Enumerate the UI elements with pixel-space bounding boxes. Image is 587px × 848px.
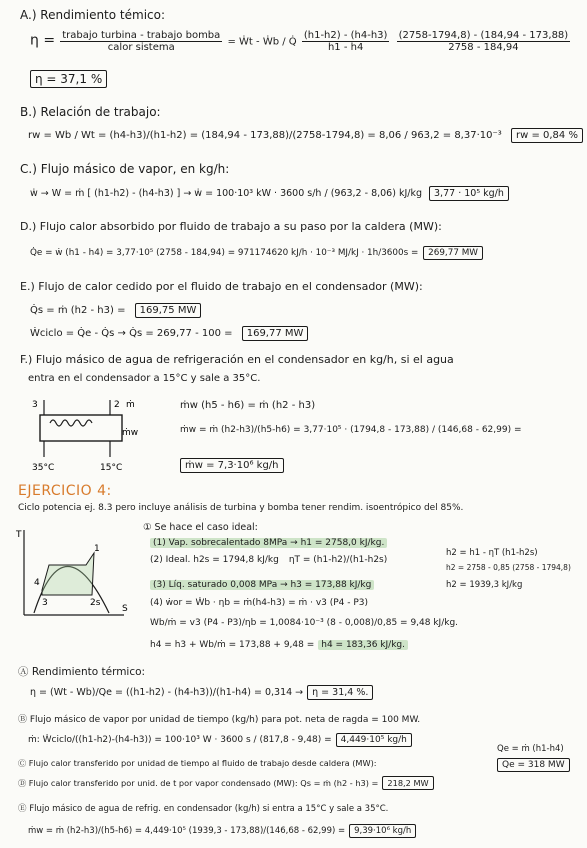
section-a-answer: η = 37,1 %: [30, 70, 107, 88]
section-c-answer: 3,77 · 10⁵ kg/h: [429, 186, 509, 201]
frac-4: $\frac{(2758-1794,8) - (184,94 - 173,88)}{2758 - 184,94}$: [398, 30, 569, 53]
section-a-equation: [30, 30, 572, 53]
section-e-line1: Q̇s = ṁ (h2 - h3) = 169,75 MW: [30, 303, 201, 318]
step-3b: h2 = 1939,3 kJ/kg: [446, 580, 523, 590]
section-e-answer2: 169,77 MW: [242, 326, 309, 341]
section-b-title: B.) Relación de trabajo:: [20, 105, 161, 119]
step-6: h4 = h3 + Wb/ṁ = 173,88 + 9,48 = h4 = 183,36 kJ/kg.: [150, 640, 408, 650]
ts-diagram: [14, 525, 134, 620]
ts-label-4: 4: [34, 578, 40, 588]
step-4: (4) ẇor = Ẇb · ηb = ṁ(h4-h3) = ṁ · v3 (P4 - P3): [150, 598, 369, 608]
section-f-eq2: ṁw = ṁ (h2-h3)/(h5-h6) = 3,77·10⁵ · (1794,8 - 173,88) / (146,68 - 62,99) =: [180, 425, 522, 435]
label-3: 3: [32, 400, 38, 410]
condenser-box: [40, 415, 122, 441]
section-c-equation: ẇ → W = ṁ [ (h1-h2) - (h4-h3) ] → ẇ = 100·10³ kW · 3600 s/h / (963,2 - 8,06) kJ/kg 3,77 · 10⁵ kg/h: [30, 186, 509, 201]
part-e-equation: ṁw = ṁ (h2-h3)/(h5-h6) = 4,449·10⁵ (1939,3 - 173,88)/(146,68 - 62,99) = 9,39·10⁶ kg/h: [28, 824, 416, 838]
section-c-title: C.) Flujo másico de vapor, en kg/h:: [20, 162, 230, 176]
label-35c: 35°C: [32, 463, 55, 473]
ts-label-1: 1: [94, 544, 100, 554]
part-e-title: Ⓔ Flujo másico de agua de refrig. en condensador (kg/h) si entra a 15°C y sale a 35°C.: [18, 804, 389, 814]
label-mw: ṁw: [122, 428, 139, 438]
label-2: 2: [114, 400, 120, 410]
frac-3: $\frac{(h1-h2) - (h4-h3)}{h1 - h4}$: [303, 30, 388, 53]
section-f-title2: entra en el condensador a 15°C y sale a 35°C.: [28, 373, 261, 384]
part-b-equation: ṁ: Ẇciclo/((h1-h2)-(h4-h3)) = 100·10³ W · 3600 s / (817,8 - 9,48) = 4,449·10⁵ kg/h: [28, 733, 412, 747]
ts-label-t: T: [16, 530, 22, 540]
part-c-answer: Qe = 318 MW: [497, 758, 570, 772]
part-c-eq: Qe = ṁ (h1-h4): [497, 744, 564, 754]
step-1: (1) Vap. sobrecalentado 8MPa → h1 = 2758,0 kJ/kg.: [150, 538, 387, 548]
step-0: ① Se hace el caso ideal:: [143, 522, 258, 533]
part-c-title: Ⓒ Flujo calor transferido por unidad de tiempo al fluido de trabajo desde caldera (MW):: [18, 758, 377, 768]
section-a-title: A.) Rendimiento témico:: [20, 8, 166, 22]
section-d-equation: Q̇e = ẇ (h1 - h4) = 3,77·10⁵ (2758 - 184,94) = 971174620 kJ/h · 10⁻³ MJ/kJ · 1h/3600s = 269,77 MW: [30, 246, 483, 260]
condenser-diagram: [30, 395, 140, 475]
section-e-line2: Ẇciclo = Q̇e - Q̇s → Q̇s = 269,77 - 100 = 169,77 MW: [30, 326, 308, 341]
ts-label-s: S: [122, 604, 128, 614]
section-f-answer: ṁw = 7,3·10⁶ kg/h: [180, 458, 284, 473]
step-5: Wb/ṁ = v3 (P4 - P3)/ηb = 1,0084·10⁻³ (8 - 0,008)/0,85 = 9,48 kJ/kg.: [150, 618, 459, 628]
label-m: ṁ: [126, 400, 135, 410]
exercise-4-title: EJERCICIO 4:: [18, 483, 112, 499]
eta-symbol: η =: [30, 32, 56, 49]
step-2: (2) Ideal. h2s = 1794,8 kJ/kg ηT = (h1-h2)/(h1-h2s): [150, 555, 388, 565]
coil-line: [50, 420, 92, 426]
part-b-title: Ⓑ Flujo másico de vapor por unidad de tiempo (kg/h) para pot. neta de ragda = 100 MW.: [18, 715, 421, 725]
part-a-title: Ⓐ Rendimiento térmico:: [18, 666, 146, 678]
section-d-title: D.) Flujo calor absorbido por fluido de trabajo a su paso por la caldera (MW):: [20, 220, 442, 233]
step-3: (3) Líq. saturado 0,008 MPa → h3 = 173,88 kJ/kg: [150, 580, 374, 590]
ts-label-2s: 2s: [90, 598, 101, 608]
section-f-title: F.) Flujo másico de agua de refrigeración en el condensador en kg/h, si el agua: [20, 353, 454, 366]
frac-1: $\frac{\text{trabajo turbina - trabajo bomba}}{\text{calor sistema}}$: [62, 30, 221, 53]
exercise-4-desc: Ciclo potencia ej. 8.3 pero incluye análisis de turbina y bomba tener rendim. isoentrópico del 85%.: [18, 503, 464, 513]
cycle-path: [42, 553, 94, 595]
label-15c: 15°C: [100, 463, 123, 473]
part-a-equation: η = (Wt - Wb)/Qe = ((h1-h2) - (h4-h3))/(h1-h4) = 0,314 → η = 31,4 %.: [30, 685, 373, 700]
ts-label-3: 3: [42, 598, 48, 608]
section-b-answer: rw = 0,84 %: [511, 128, 583, 143]
section-e-answer1: 169,75 MW: [135, 303, 202, 318]
section-b-equation: rw = Wb / Wt = (h4-h3)/(h1-h2) = (184,94 - 173,88)/(2758-1794,8) = 8,06 / 963,2 = 8,37·10⁻³ rw = 0,84 %: [28, 128, 583, 143]
step-2d: h2 = 2758 - 0,85 (2758 - 1794,8): [446, 563, 571, 572]
section-e-title: E.) Flujo de calor cedido por el fluido de trabajo en el condensador (MW):: [20, 280, 423, 293]
step-2c: h2 = h1 - ηT (h1-h2s): [446, 548, 538, 558]
section-d-answer: 269,77 MW: [423, 246, 483, 260]
part-d-title: Ⓓ Flujo calor transferido por unid. de t por vapor condensado (MW): Qs = ṁ (h2 - h3) = 218,2 MW: [18, 776, 434, 790]
section-f-eq1: ṁw (h5 - h6) = ṁ (h2 - h3): [180, 400, 316, 411]
eq-2: = Ẇt - Ẇb / Q̇: [227, 36, 297, 48]
